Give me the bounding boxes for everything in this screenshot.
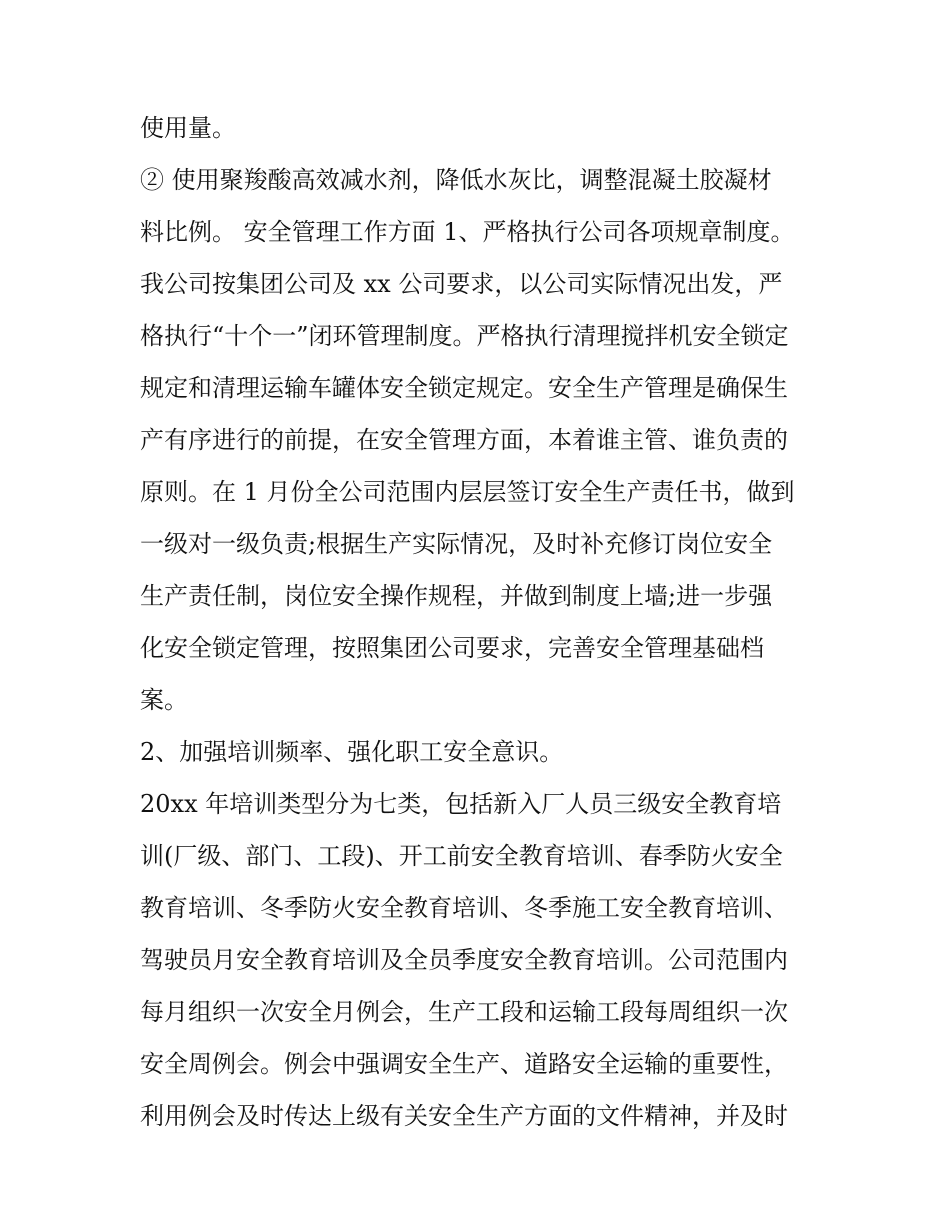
- text-line: 使用量。: [140, 114, 236, 142]
- text-line: 驾驶员月安全教育培训及全员季度安全教育培训。公司范围内: [140, 946, 788, 974]
- text-line: 利用例会及时传达上级有关安全生产方面的文件精神，并及时: [140, 1102, 788, 1130]
- text-line: 我公司按集团公司及 xx 公司要求，以公司实际情况出发，严: [140, 270, 783, 298]
- text-line: 教育培训、冬季防火安全教育培训、冬季施工安全教育培训、: [140, 894, 788, 922]
- text-line: 产有序进行的前提，在安全管理方面，本着谁主管、谁负责的: [140, 426, 788, 454]
- text-line: 料比例。 安全管理工作方面 1、严格执行公司各项规章制度。: [140, 218, 795, 246]
- text-line: 生产责任制，岗位安全操作规程，并做到制度上墙;进一步强: [140, 582, 773, 610]
- section-heading: 2、加强培训频率、强化职工安全意识。: [140, 738, 564, 766]
- text-line: ② 使用聚羧酸高效减水剂，降低水灰比，调整混凝土胶凝材: [140, 166, 772, 194]
- text-line: 安全周例会。例会中强调安全生产、道路安全运输的重要性，: [140, 1050, 788, 1078]
- text-line: 规定和清理运输车罐体安全锁定规定。安全生产管理是确保生: [140, 374, 788, 402]
- text-line: 每月组织一次安全月例会，生产工段和运输工段每周组织一次: [140, 998, 788, 1026]
- text-line: 训(厂级、部门、工段)、开工前安全教育培训、春季防火安全: [140, 842, 783, 870]
- text-line: 20xx 年培训类型分为七类，包括新入厂人员三级安全教育培: [140, 790, 782, 818]
- text-line: 原则。在 1 月份全公司范围内层层签订安全生产责任书，做到: [140, 478, 795, 506]
- text-line: 案。: [140, 686, 188, 714]
- text-line: 格执行“十个一”闭环管理制度。严格执行清理搅拌机安全锁定: [140, 322, 789, 350]
- text-line: 一级对一级负责;根据生产实际情况，及时补充修订岗位安全: [140, 530, 773, 558]
- text-line: 化安全锁定管理，按照集团公司要求，完善安全管理基础档: [140, 634, 764, 662]
